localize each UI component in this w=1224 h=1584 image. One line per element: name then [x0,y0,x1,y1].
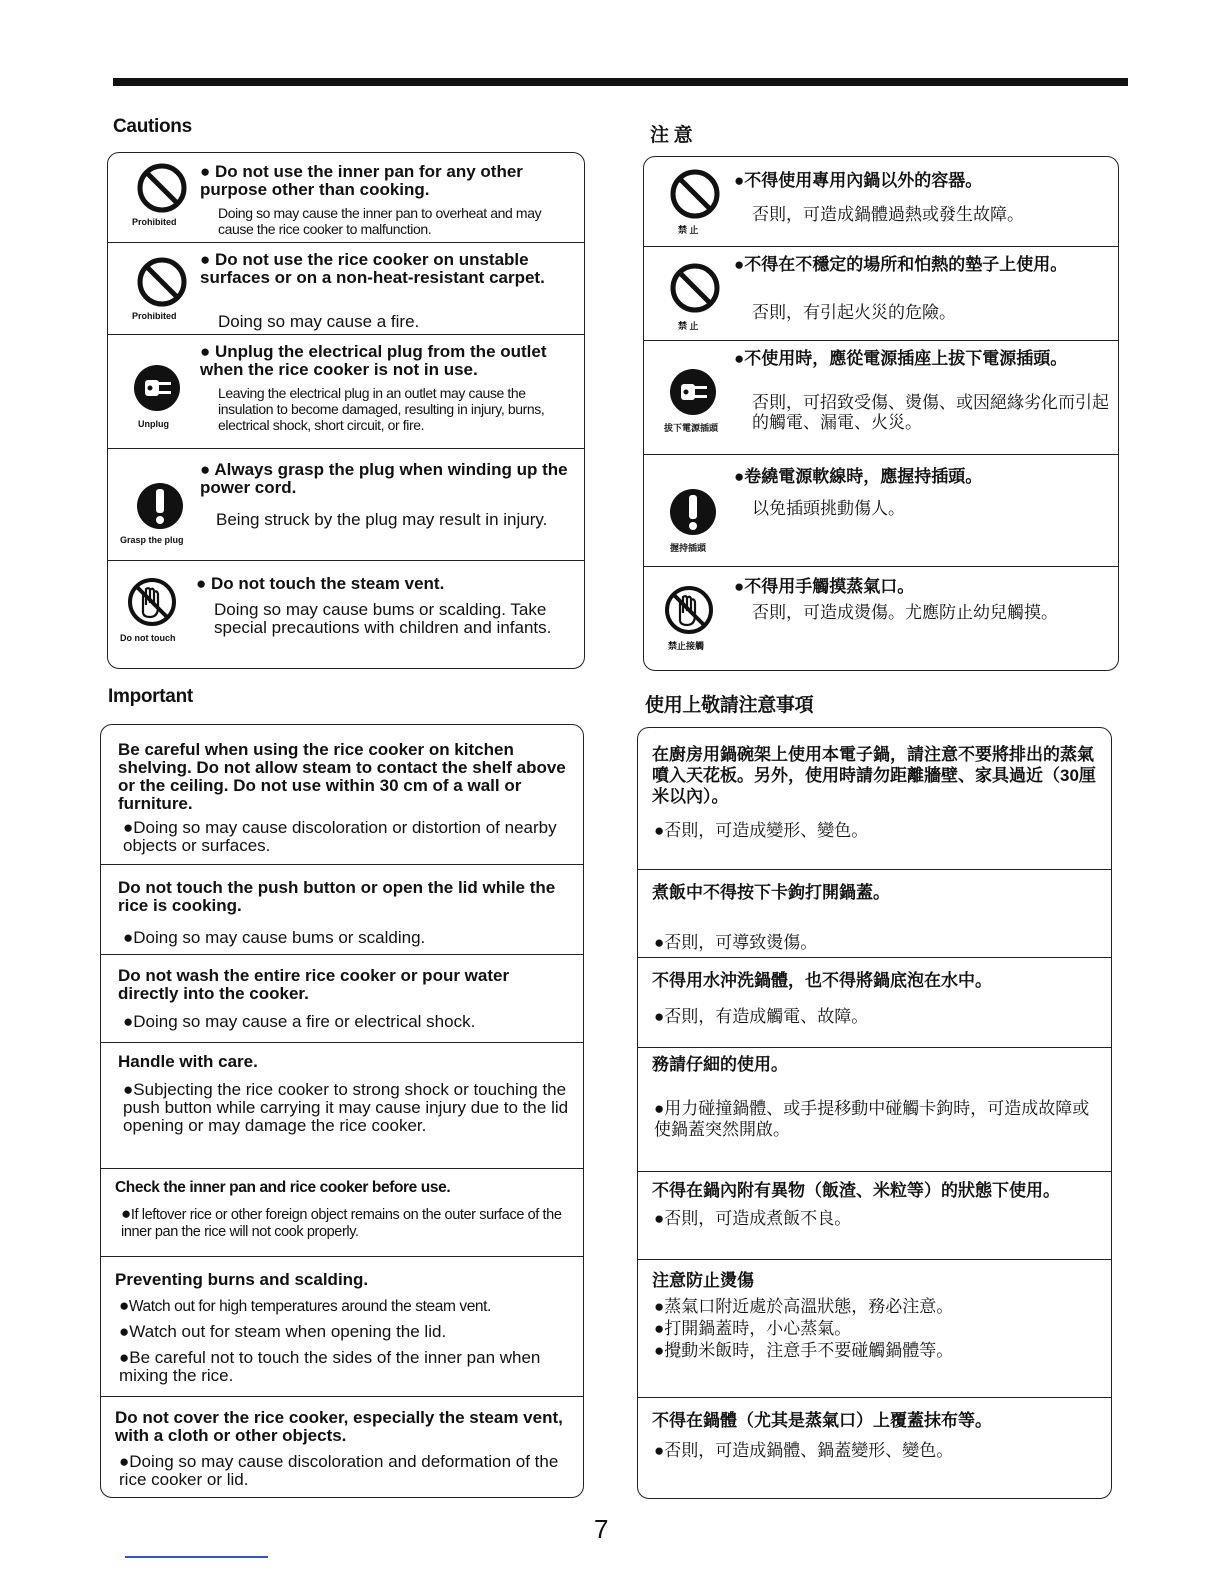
zh-important-bullet: ●否則，有造成觸電、故障。 [654,1007,869,1026]
icon-label: Prohibited [132,217,177,227]
zh-caution-row [644,567,1118,671]
important-heading: Preventing burns and scalding. [115,1270,369,1289]
important-row [101,1169,583,1257]
important-heading: Do not touch the push button or open the lid while the rice is cooking. [118,878,556,915]
zh-important-bullet: ●否則，可造成變形、變色。 [654,821,869,840]
caution-description: Doing so may cause a fire. [218,312,420,331]
zh-important-bullet: ●打開鍋蓋時，小心蒸氣。 [654,1319,852,1338]
unplug-icon [666,365,720,419]
zh-important-bullet: ●否則，可造成煮飯不良。 [654,1209,852,1228]
icon-label: Prohibited [132,311,177,321]
prohibited-icon [668,261,722,315]
zh-important-bullet: ●否則，可導致燙傷。 [654,933,818,952]
zh-caution-row [644,157,1118,247]
important-bullet: ●Watch out for steam when opening the lid. [119,1322,447,1341]
icon-label: Do not touch [120,633,176,643]
zh-important-box [637,727,1112,1499]
zh-important-row [638,1172,1111,1260]
do-not-touch-icon [125,575,179,629]
zh-caution-description: 以免插頭挑動傷人。 [752,499,905,518]
important-bullet: ●Watch out for high temperatures around the steam vent. [119,1296,491,1315]
caution-row [108,335,584,449]
icon-label: 禁 止 [678,321,699,331]
zh-caution-heading: ●卷繞電源軟線時，應握持插頭。 [734,467,983,486]
footer-rule [125,1556,268,1558]
caution-row [108,561,584,669]
important-bullet: ●If leftover rice or other foreign object remains on the outer surface of the inner pan the rice will not cook properly. [121,1204,562,1240]
page-number: 7 [594,1514,609,1544]
prohibited-icon [135,255,189,309]
exclamation-icon [133,479,187,533]
caution-description: Being struck by the plug may result in injury. [216,510,548,529]
important-bullet: ●Doing so may cause discoloration or distortion of nearby objects or surfaces. [123,818,557,855]
zh-caution-row [644,247,1118,341]
zh-important-heading: 不得用水沖洗鍋體，也不得將鍋底泡在水中。 [652,971,992,990]
important-heading: Be careful when using the rice cooker on kitchen shelving. Do not allow steam to contact the shelf above or the ceiling. Do not use within 30 cm of a wall or furniture. [118,740,566,813]
zh-caution-row [644,455,1118,567]
icon-label: Unplug [138,419,169,429]
zh-caution-description: 否則，可造成鍋體過熱或發生故障。 [752,205,1024,224]
zh-important-bullet: ●蒸氣口附近處於高溫狀態，務必注意。 [654,1297,954,1316]
important-row [101,1257,583,1397]
zh-important-bullet: ●用力碰撞鍋體、或手提移動中碰觸卡鉤時，可造成故障或使鍋蓋突然開啟。 [654,1099,1090,1139]
prohibited-icon [135,161,189,215]
zh-caution-description: 否則，有引起火災的危險。 [752,303,956,322]
zh-caution-heading: ●不得在不穩定的場所和怕熱的墊子上使用。 [734,255,1068,274]
exclamation-icon [666,485,720,539]
zh-caution-description: 否則，可造成燙傷。尤應防止幼兒觸摸。 [752,603,1058,622]
zh-caution-description: 否則，可招致受傷、燙傷、或因絕緣劣化而引起的觸電、漏電、火災。 [752,393,1109,432]
zh-important-row [638,958,1111,1048]
important-heading: Do not cover the rice cooker, especially the steam vent, with a cloth or other objects. [115,1408,563,1445]
important-row [101,1043,583,1169]
zh-important-row [638,1398,1111,1499]
zh-important-heading: 不得在鍋體（尤其是蒸氣口）上覆蓋抹布等。 [652,1411,992,1430]
caution-description: Leaving the electrical plug in an outlet may cause the insulation to become damaged, resulting in injury, burns, electrical shock, short circuit, or fire. [218,385,545,433]
caution-description: Doing so may cause bums or scalding. Take special precautions with children and infants. [214,600,552,637]
caution-row [108,153,584,243]
zh-important-heading: 在廚房用鍋碗架上使用本電子鍋，請注意不要將排出的蒸氣噴入天花板。另外，使用時請勿距離牆壁、家具過近（30厘米以內）。 [652,745,1096,806]
cautions-box [107,152,585,669]
caution-heading: ● Do not use the inner pan for any other purpose other than cooking. [200,162,523,199]
zh-cautions-title: 注 意 [650,125,693,146]
important-row [101,725,583,865]
zh-important-heading: 不得在鍋內附有異物（飯渣、米粒等）的狀態下使用。 [652,1181,1060,1200]
important-box [100,724,584,1498]
zh-caution-heading: ●不得用手觸摸蒸氣口。 [734,577,915,596]
important-heading: Check the inner pan and rice cooker before use. [115,1179,451,1196]
caution-row [108,449,584,561]
icon-label: 握持插頭 [670,543,707,553]
important-bullet: ●Subjecting the rice cooker to strong shock or touching the push button while carrying it may cause injury due to the lid opening or may damage the rice cooker. [123,1080,569,1135]
top-rule [113,78,1128,86]
important-bullet: ●Doing so may cause discoloration and deformation of the rice cooker or lid. [119,1452,559,1489]
important-row [101,865,583,955]
caution-heading: ● Do not use the rice cooker on unstable surfaces or on a non-heat-resistant carpet. [200,250,545,287]
important-title: Important [108,686,193,707]
important-row [101,955,583,1043]
zh-caution-heading: ●不得使用專用內鍋以外的容器。 [734,171,983,190]
unplug-icon [130,361,184,415]
prohibited-icon [668,167,722,221]
icon-label: Grasp the plug [120,535,184,545]
caution-heading: ● Unplug the electrical plug from the outlet when the rice cooker is not in use. [200,342,547,379]
important-heading: Handle with care. [118,1052,258,1071]
caution-row [108,243,584,335]
do-not-touch-icon [662,583,716,637]
zh-important-bullet: ●攪動米飯時，注意手不要碰觸鍋體等。 [654,1341,954,1360]
caution-heading: ● Always grasp the plug when winding up the power cord. [200,460,568,497]
zh-cautions-box [643,156,1119,671]
icon-label: 禁止接觸 [668,641,705,651]
zh-important-row [638,870,1111,958]
icon-label: 拔下電源插頭 [664,423,719,433]
zh-important-heading: 務請仔細的使用。 [652,1055,788,1074]
zh-important-heading: 注意防止燙傷 [652,1271,754,1290]
zh-important-heading: 煮飯中不得按下卡鉤打開鍋蓋。 [652,883,890,902]
important-bullet: ●Be careful not to touch the sides of the inner pan when mixing the rice. [119,1348,541,1385]
icon-label: 禁 止 [678,225,699,235]
zh-important-title: 使用上敬請注意事項 [645,695,814,716]
zh-important-row [638,1048,1111,1172]
zh-important-row [638,728,1111,870]
cautions-title: Cautions [113,116,192,137]
important-bullet: ●Doing so may cause a fire or electrical shock. [123,1012,476,1031]
caution-description: Doing so may cause the inner pan to overheat and may cause the rice cooker to malfunction. [218,205,542,237]
important-bullet: ●Doing so may cause bums or scalding. [123,928,426,947]
important-heading: Do not wash the entire rice cooker or pour water directly into the cooker. [118,966,510,1003]
zh-important-bullet: ●否則，可造成鍋體、鍋蓋變形、變色。 [654,1441,954,1460]
zh-important-row [638,1260,1111,1398]
important-row [101,1397,583,1498]
caution-heading: ● Do not touch the steam vent. [196,574,445,593]
zh-caution-heading: ●不使用時，應從電源插座上拔下電源插頭。 [734,349,1068,368]
zh-caution-row [644,341,1118,455]
